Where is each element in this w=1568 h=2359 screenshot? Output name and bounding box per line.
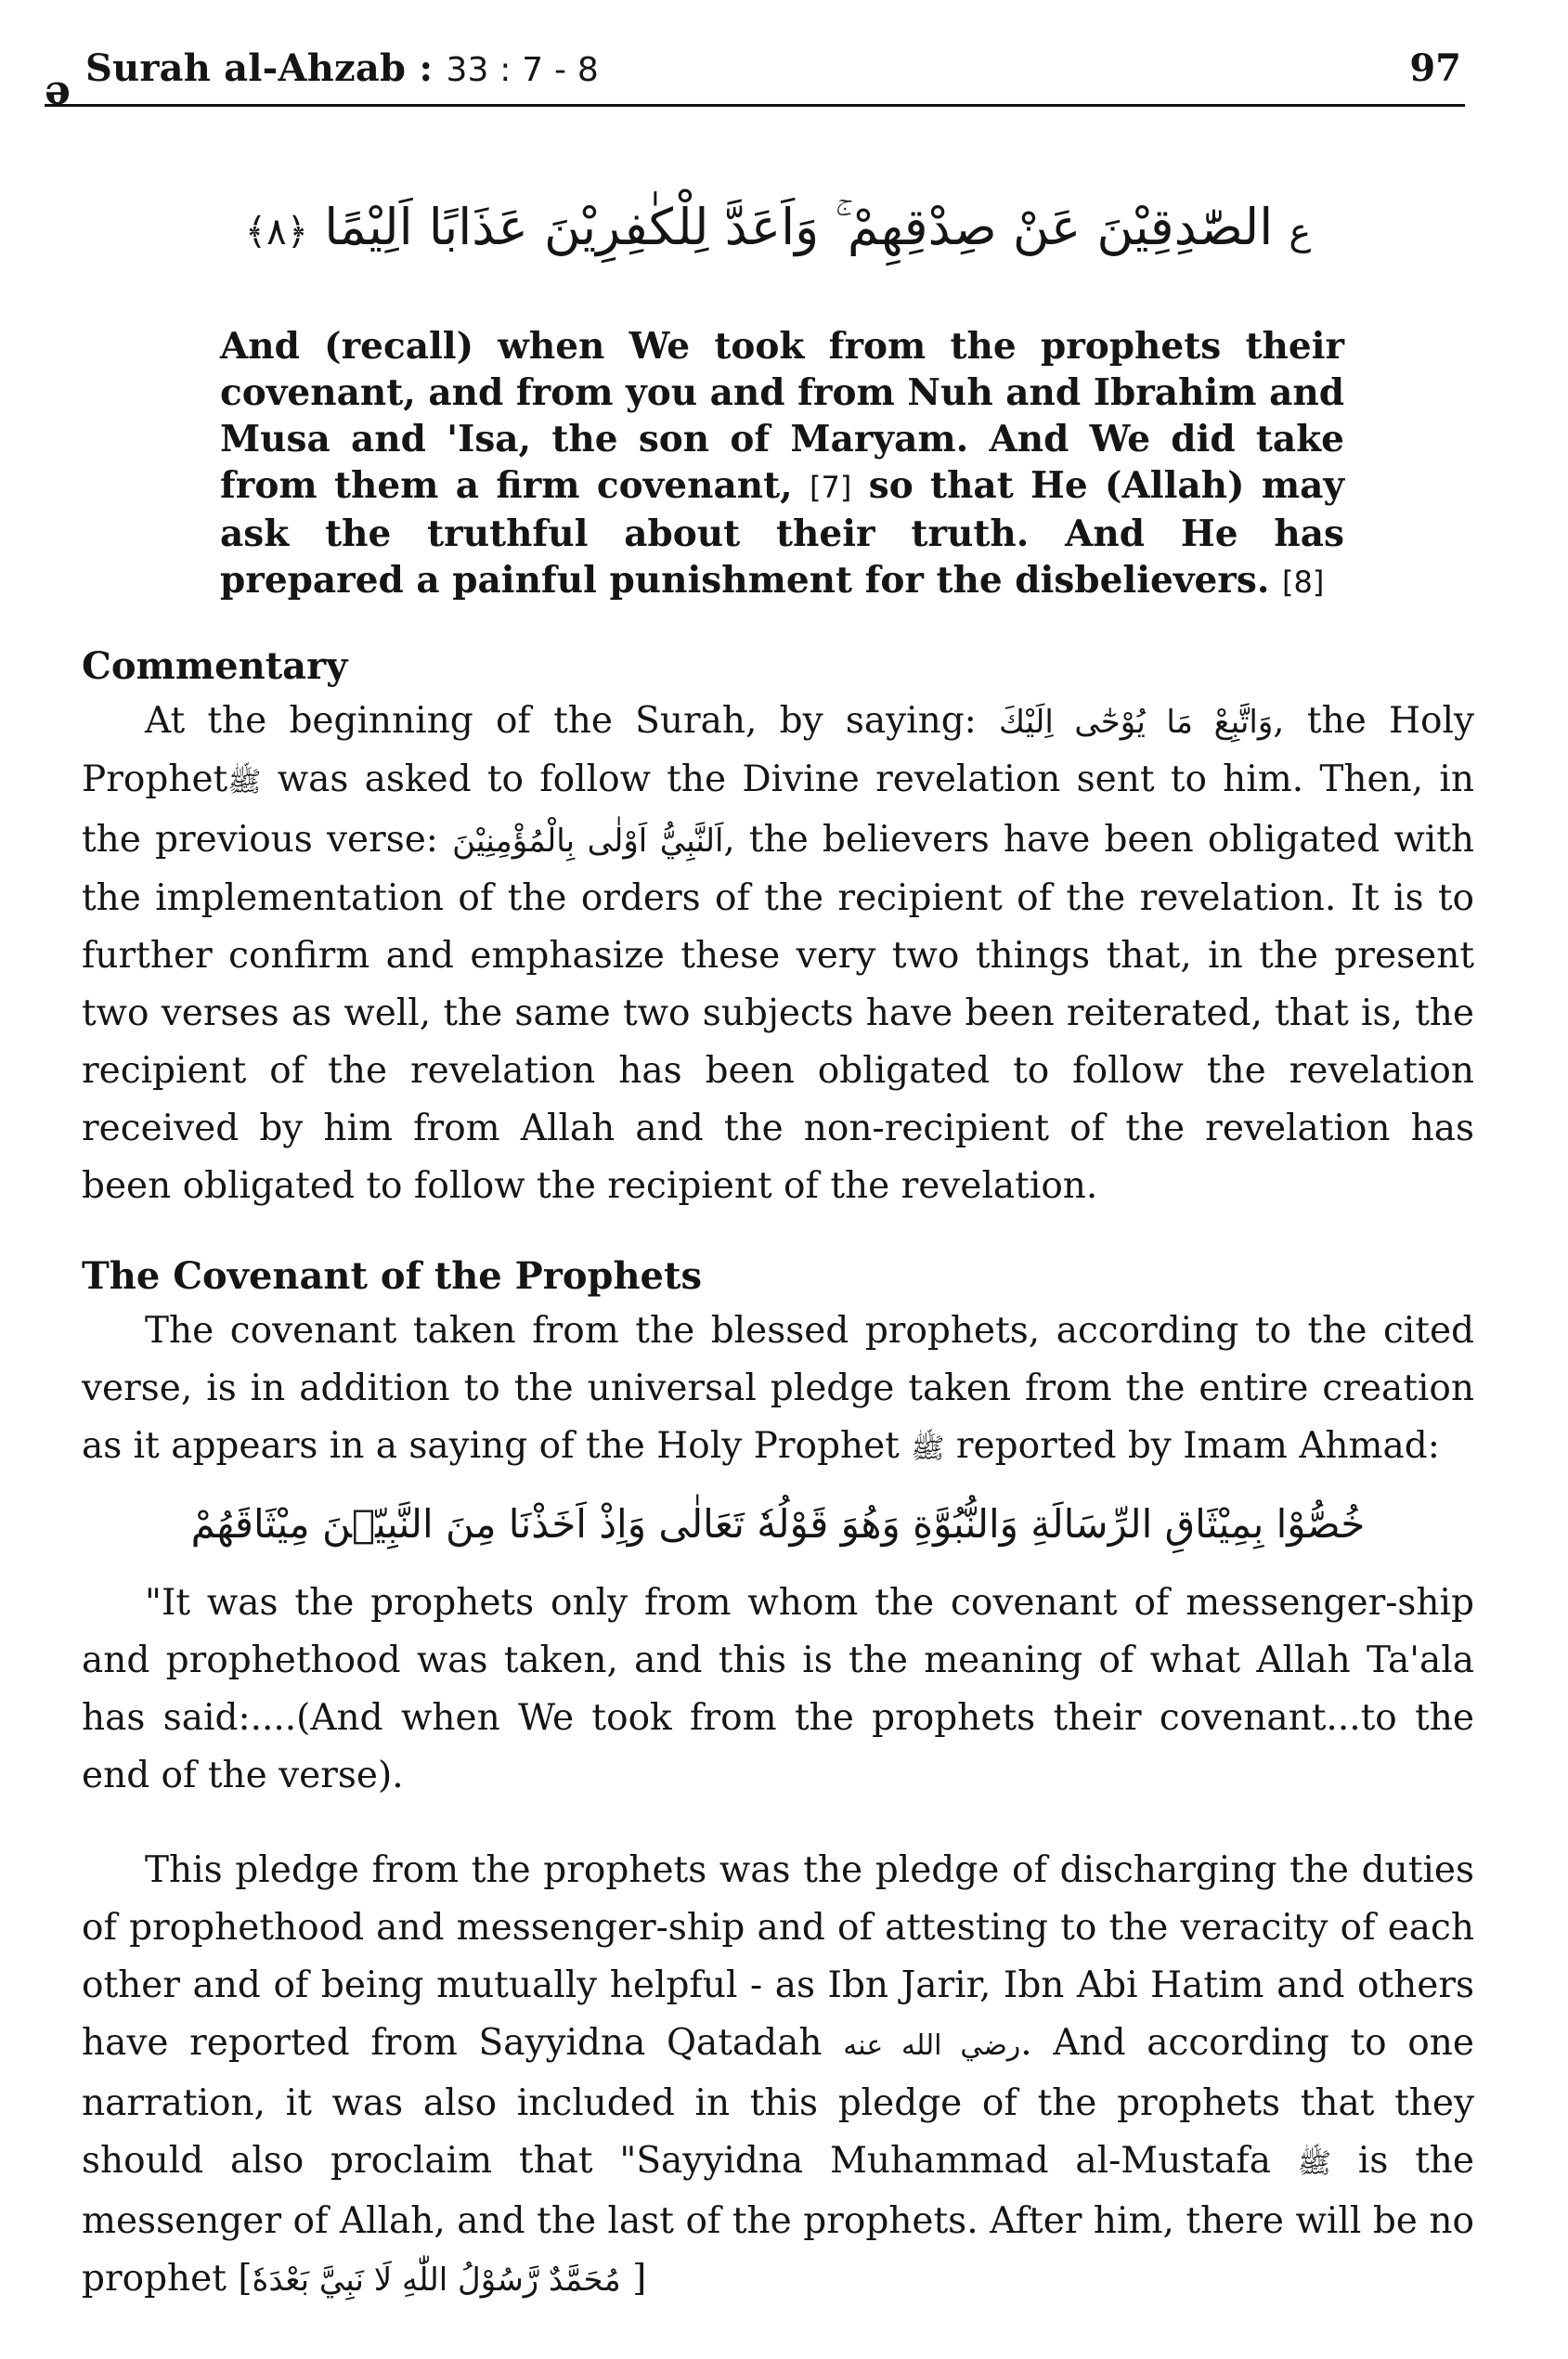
salutation-glyph: ﷺ — [911, 1432, 945, 1465]
radiyallahu-glyph: رضي الله عنه — [843, 2029, 1021, 2062]
ayah-marker: ﴿٨﴾ — [244, 211, 309, 253]
verse-number-8: [8] — [1281, 564, 1325, 600]
running-header — [45, 33, 1474, 114]
salutation-glyph: ﷺ — [1297, 2147, 1332, 2180]
text-run: was asked to follow the Divine revelation sent to him. Then, in the previous verse: — [82, 758, 1474, 861]
text-run: is the messenger of Allah, and the last of the prophets. After him, there will be no prophet [ — [82, 2140, 1474, 2300]
verse-translation — [220, 323, 1344, 605]
text-run: . And according to one narration, it was also included in this pledge of the prophets that they should also proclaim that "Sayyidna Muhammad al-Mustafa — [82, 2022, 1474, 2182]
text-run: reported by Imam Ahmad: — [955, 1425, 1440, 1467]
verse-number-7: [7] — [810, 470, 852, 505]
salutation-glyph: ﷺ — [227, 766, 262, 798]
text-run: At the beginning of the Surah, by saying: — [145, 700, 977, 742]
translation-part-2: so that He (Allah) may ask the truthful about their truth. And He has prepared a painful punishment for the disbelievers. — [220, 464, 1345, 602]
arabic-inline-quote: وَاتَّبِعْ مَا يُوْحٰٓى اِلَيْكَ — [999, 704, 1274, 741]
covenant-paragraph-1 — [82, 1303, 1474, 1478]
arabic-hadith-quote: خُصُّوْا بِمِيْثَاقِ الرِّسَالَةِ وَالنُّبُوَّةِ وَهُوَ قَوْلُهٗ تَعَالٰى وَاِذْ اَخَذْنَا مِنَ النَّبِيّٖنَ مِيْثَاقَهُمْ — [190, 1501, 1366, 1547]
verse-reference: 33 : 7 - 8 — [446, 51, 599, 89]
arabic-inline-quote: مُحَمَّدٌ رَّسُوْلُ اللّٰهِ لَا نَبِيَّ بَعْدَهٗ — [252, 2262, 621, 2299]
covenant-heading: The Covenant of the Prophets — [82, 1254, 702, 1298]
text-run: The covenant taken from the blessed prophets, according to the cited verse, is in addition to the universal pledge taken from the entire creation as it appears in a saying of the Holy Prophet — [82, 1310, 1474, 1467]
surah-name: Surah al-Ahzab : — [85, 46, 434, 90]
text-run: , the believers have been obligated with the implementation of the orders of the recipient of the revelation. It is to further confirm and emphasize these very two things that, in the present two verses as well, the same two subjects have been reiterated, that is, the recipient of the revelation has been obligated to follow the revelation received by him from Allah and the non-recipient of the revelation has been obligated to follow the recipient of the revelation. — [82, 819, 1474, 1207]
commentary-heading: Commentary — [82, 644, 348, 688]
surah-title — [85, 46, 599, 90]
text-run: This pledge from the prophets was the pledge of discharging the duties of prophethood and messenger-ship and of attesting to the veracity of each other and of being mutually helpful - as Ibn Jarir, Ibn Abi Hatim and others have reported from Sayyidna Qatadah — [82, 1849, 1474, 2064]
ruku-mark: ع — [1289, 211, 1312, 253]
page-number: 97 — [1409, 46, 1461, 90]
corner-mark: ə — [45, 67, 71, 114]
paragraph-gap — [82, 1805, 1474, 1842]
book-page — [45, 33, 1474, 2336]
text-run: , the Holy Prophet — [82, 700, 1474, 800]
arabic-verse — [82, 188, 1474, 290]
translation-part-1: And (recall) when We took from the prophets their covenant, and from you and from Nuh and Ibrahim and Musa and 'Isa, the son of Maryam. And We did take from them a firm covenant, — [220, 325, 1344, 507]
header-rule — [45, 104, 1465, 107]
covenant-paragraph-3 — [82, 1842, 1474, 2309]
commentary-paragraph — [82, 693, 1474, 1215]
covenant-paragraph-2: "It was the prophets only from whom the covenant of messenger-ship and prophethood was taken, and this is the meaning of what Allah Ta'ala has said:....(And when We took from the prophets their covenant...to the end of the verse). — [82, 1582, 1474, 1796]
text-run: ] — [632, 2258, 647, 2300]
arabic-inline-quote: اَلنَّبِيُّ اَوْلٰى بِالْمُؤْمِنِيْنَ — [452, 823, 724, 860]
arabic-verse-text: الصّٰدِقِيْنَ عَنْ صِدْقِهِمْ ۚ وَاَعَدَّ لِلْكٰفِرِيْنَ عَذَابًا اَلِيْمًا — [324, 198, 1274, 256]
